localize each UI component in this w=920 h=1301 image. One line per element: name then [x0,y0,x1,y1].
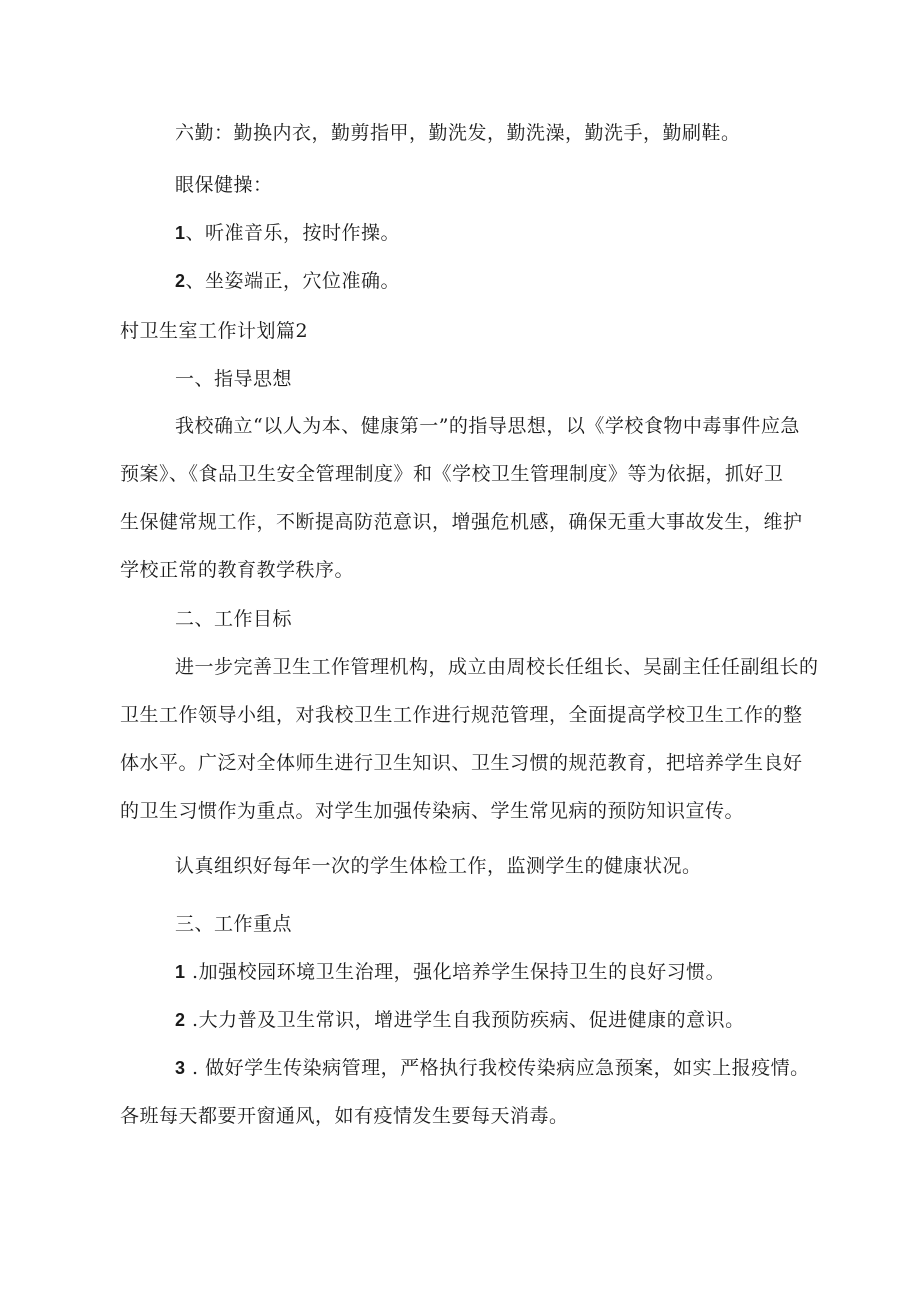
paragraph-text: 认真组织好每年一次的学生体检工作，监测学生的健康状况。 [175,855,702,877]
paragraph-text: 生保健常规工作，不断提高防范意识，增强危机感，确保无重大事故发生，维护 [120,511,803,533]
paragraph-text: 学校正常的教育教学秩序。 [120,559,355,581]
paragraph-text: 体水平。广泛对全体师生进行卫生知识、卫生习惯的规范教育，把培养学生良好 [120,752,803,774]
paragraph-line [120,798,744,824]
heading-work-priorities [175,911,292,937]
paragraph-line [120,702,803,728]
paragraph-text: 的卫生习惯作为重点。对学生加强传染病、学生常见病的预防知识宣传。 [120,800,745,822]
list-item-text: .大力普及卫生常识，增进学生自我预防疾病、促进健康的意识。 [185,1009,745,1031]
list-item-text: . 做好学生传染病管理，严格执行我校传染病应急预案，如实上报疫情。 [185,1057,810,1079]
heading-text: 眼保健操： [175,174,273,196]
paragraph-text: 预案》、《食品卫生安全管理制度》和《学校卫生管理制度》等为依据，抓好卫 [120,463,784,485]
paragraph-line [175,654,819,680]
list-item-1 [175,220,400,246]
section-title-text: 村卫生室工作计划篇2 [120,320,309,342]
list-item-3 [175,1055,810,1081]
heading-guiding-ideology [175,366,292,392]
paragraph-text: 卫生工作领导小组，对我校卫生工作进行规范管理，全面提高学校卫生工作的整 [120,704,803,726]
paragraph-line [120,1103,569,1129]
list-item-text: 、听准音乐，按时作操。 [185,222,401,244]
paragraph-line [120,557,354,583]
paragraph-line [120,509,803,535]
section-title [120,318,308,344]
heading-text: 二、工作目标 [175,608,293,630]
list-number: 2 [175,271,186,291]
list-item-1 [175,959,725,985]
paragraph-text: 各班每天都要开窗通风，如有疫情发生要每天消毒。 [120,1105,569,1127]
heading-eye-exercise [175,172,273,198]
list-number: 2 [175,1010,186,1030]
paragraph-six-diligences [175,120,741,146]
list-number: 3 [175,1058,186,1078]
heading-text: 三、工作重点 [175,913,293,935]
list-item-text: 、坐姿端正，穴位准确。 [185,270,401,292]
paragraph-line [120,461,784,487]
heading-work-goals [175,606,292,632]
list-item-2 [175,1007,745,1033]
paragraph-text: 进一步完善卫生工作管理机构，成立由周校长任组长、吴副主任任副组长的 [175,656,819,678]
paragraph-line [175,413,800,439]
paragraph-line [120,750,803,776]
list-number: 1 [175,962,186,982]
list-item-text: .加强校园环境卫生治理，强化培养学生保持卫生的良好习惯。 [185,961,726,983]
list-item-2 [175,268,400,294]
paragraph-line [175,853,702,879]
paragraph-text: 我校确立“以人为本、健康第一”的指导思想，以《学校食物中毒事件应急 [175,415,800,437]
heading-text: 一、指导思想 [175,368,293,390]
paragraph-text: 六勤：勤换内衣，勤剪指甲，勤洗发，勤洗澡，勤洗手，勤刷鞋。 [175,122,741,144]
list-number: 1 [175,223,186,243]
